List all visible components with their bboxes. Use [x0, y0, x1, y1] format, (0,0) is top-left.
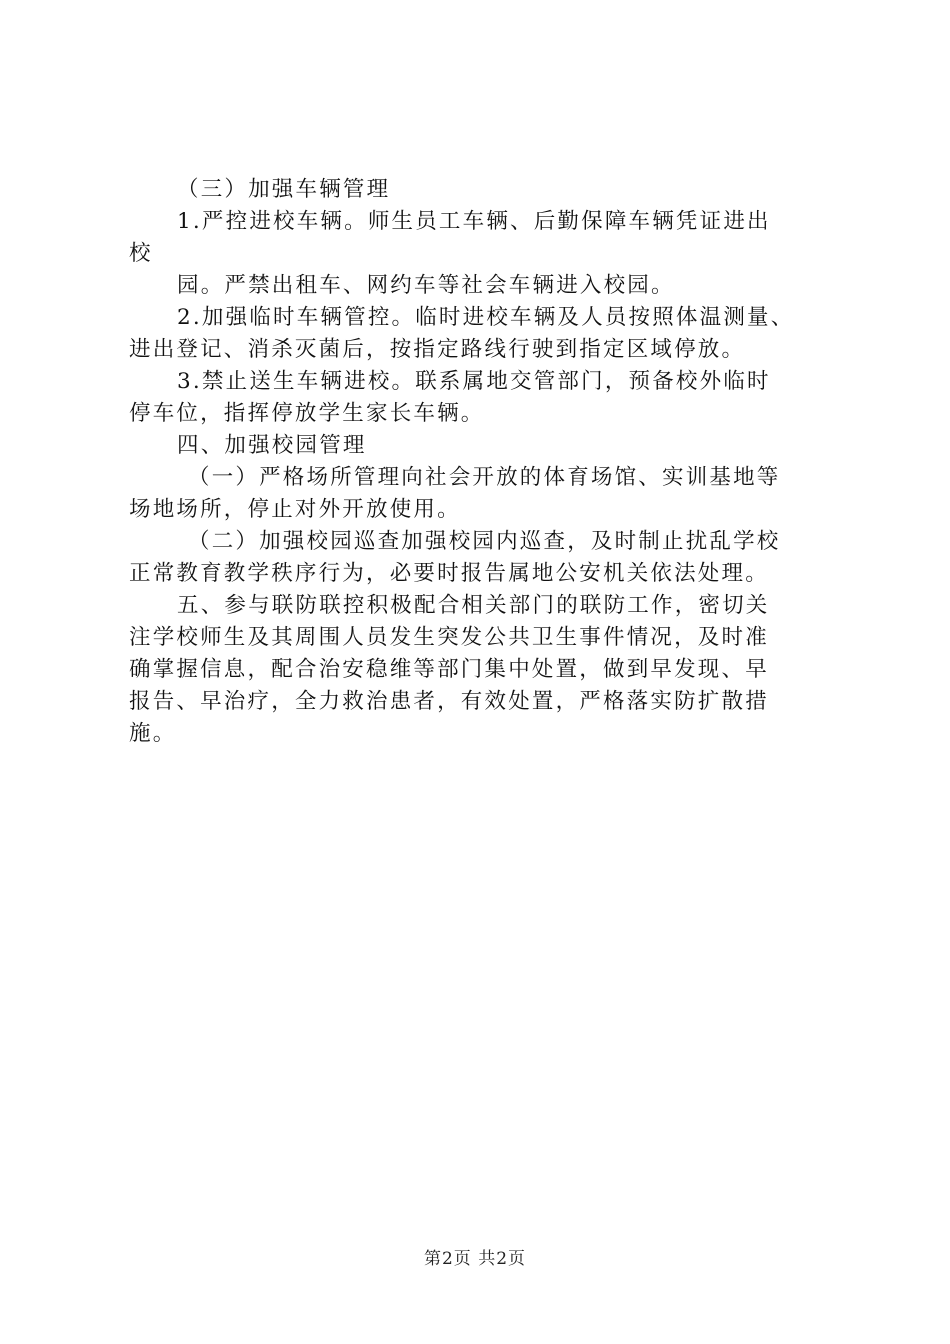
paragraph-line: 1.严控进校车辆。师生员工车辆、后勤保障车辆凭证进出	[177, 209, 771, 234]
paragraph-line: 注学校师生及其周围人员发生突发公共卫生事件情况，及时准	[129, 625, 769, 650]
paragraph-line: 2.加强临时车辆管控。临时进校车辆及人员按照体温测量、	[177, 305, 795, 330]
section-heading: 四、加强校园管理	[177, 433, 367, 458]
paragraph-line: 停车位，指挥停放学生家长车辆。	[129, 401, 485, 426]
paragraph-line: （二）加强校园巡查加强校园内巡查，及时制止扰乱学校	[188, 529, 781, 554]
section-heading: （三）加强车辆管理	[177, 177, 391, 202]
paragraph-line: 校	[129, 241, 153, 266]
paragraph-line: 园。严禁出租车、网约车等社会车辆进入校园。	[177, 273, 675, 298]
paragraph-line: 3.禁止送生车辆进校。联系属地交管部门，预备校外临时	[177, 369, 771, 394]
paragraph-line: 施。	[129, 721, 177, 746]
page-number-footer: 第2页 共2页	[423, 1249, 527, 1269]
paragraph-line: 确掌握信息，配合治安稳维等部门集中处置，做到早发现、早	[129, 657, 769, 682]
paragraph-line: 五、参与联防联控积极配合相关部门的联防工作，密切关	[177, 593, 770, 618]
paragraph-line: 进出登记、消杀灭菌后，按指定路线行驶到指定区域停放。	[129, 337, 746, 362]
paragraph-line: 场地场所，停止对外开放使用。	[129, 497, 461, 522]
paragraph-line: （一）严格场所管理向社会开放的体育场馆、实训基地等	[188, 465, 781, 490]
paragraph-line: 正常教育教学秩序行为，必要时报告属地公安机关依法处理。	[129, 561, 769, 586]
paragraph-line: 报告、早治疗，全力救治患者，有效处置，严格落实防扩散措	[129, 689, 769, 714]
document-body	[129, 174, 849, 750]
